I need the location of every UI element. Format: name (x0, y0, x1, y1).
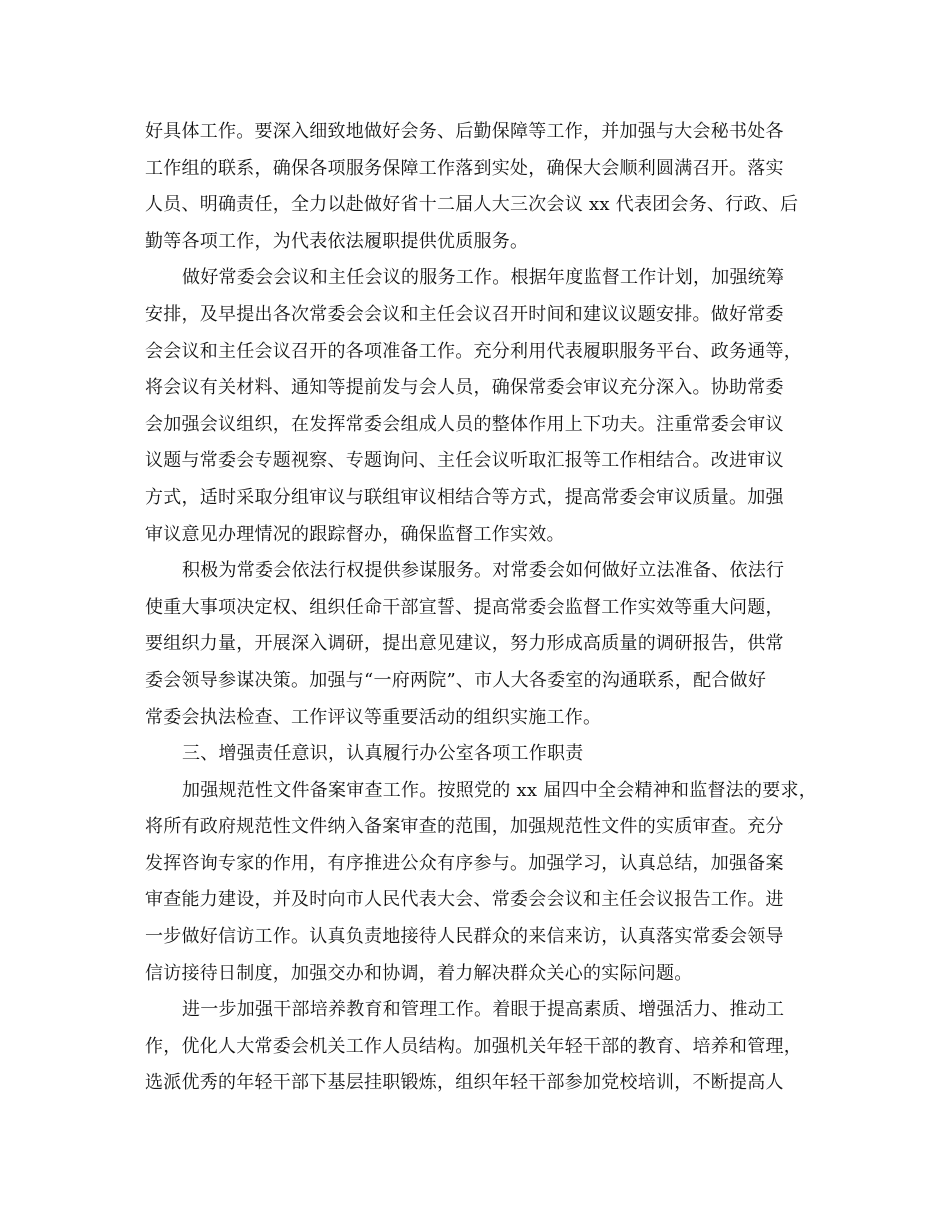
paragraph-first-line: 积极为常委会依法行权提供参谋服务。对常委会如何做好立法准备、依法行 (182, 560, 785, 582)
text-line: 审查能力建设，并及时向市人民代表大会、常委会会议和主任会议报告工作。进 (145, 889, 784, 911)
text-line: 人员、明确责任，全力以赴做好省十二届人大三次会议 xx 代表团会务、行政、后 (145, 194, 799, 216)
text-line: 审议意见办理情况的跟踪督办，确保监督工作实效。 (145, 523, 565, 545)
document-body (145, 114, 817, 1102)
text-line: 方式，适时采取分组审议与联组审议相结合等方式，提高常委会审议质量。加强 (145, 486, 784, 508)
text-line: 常委会执法检查、工作评议等重要活动的组织实施工作。 (145, 706, 602, 728)
paragraph-first-line: 做好常委会会议和主任会议的服务工作。根据年度监督工作计划，加强统筹 (182, 267, 785, 289)
text-line: 勤等各项工作，为代表依法履职提供优质服务。 (145, 230, 529, 252)
text-line: 安排，及早提出各次常委会会议和主任会议召开时间和建议议题安排。做好常委 (145, 303, 784, 325)
paragraph-first-line: 进一步加强干部培养教育和管理工作。着眼于提高素质、增强活力、推动工 (182, 999, 785, 1021)
text-line: 发挥咨询专家的作用，有序推进公众有序参与。加强学习，认真总结，加强备案 (145, 852, 784, 874)
text-line: 作，优化人大常委会机关工作人员结构。加强机关年轻干部的教育、培养和管理， (145, 1035, 802, 1057)
paragraph-first-line: 加强规范性文件备案审查工作。按照党的 xx 届四中全会精神和监督法的要求， (182, 779, 817, 801)
text-line: 工作组的联系，确保各项服务保障工作落到实处，确保大会顺利圆满召开。落实 (145, 157, 784, 179)
text-line: 好具体工作。要深入细致地做好会务、后勤保障等工作，并加强与大会秘书处各 (145, 121, 784, 142)
text-line: 要组织力量，开展深入调研，提出意见建议，努力形成高质量的调研报告，供常 (145, 633, 784, 655)
section-heading: 三、增强责任意识，认真履行办公室各项工作职责 (182, 743, 584, 765)
text-line: 会会议和主任会议召开的各项准备工作。充分利用代表履职服务平台、政务通等， (145, 340, 802, 362)
text-line: 议题与常委会专题视察、专题询问、主任会议听取汇报等工作相结合。改进审议 (145, 450, 784, 472)
text-line: 一步做好信访工作。认真负责地接待人民群众的来信来访，认真落实常委会领导 (145, 926, 784, 948)
text-line: 使重大事项决定权、组织任命干部宣誓、提高常委会监督工作实效等重大问题， (145, 596, 784, 618)
text-line: 委会领导参谋决策。加强与“一府两院”、市人大各委室的沟通联系，配合做好 (145, 669, 767, 691)
text-line: 会加强会议组织，在发挥常委会组成人员的整体作用上下功夫。注重常委会审议 (145, 413, 784, 435)
text-line: 将所有政府规范性文件纳入备案审查的范围，加强规范性文件的实质审查。充分 (145, 816, 784, 838)
text-line: 将会议有关材料、通知等提前发与会人员，确保常委会审议充分深入。协助常委 (145, 377, 784, 399)
text-line: 选派优秀的年轻干部下基层挂职锻炼，组织年轻干部参加党校培训，不断提高人 (145, 1072, 784, 1094)
text-line: 信访接待日制度，加强交办和协调，着力解决群众关心的实际问题。 (145, 962, 693, 984)
